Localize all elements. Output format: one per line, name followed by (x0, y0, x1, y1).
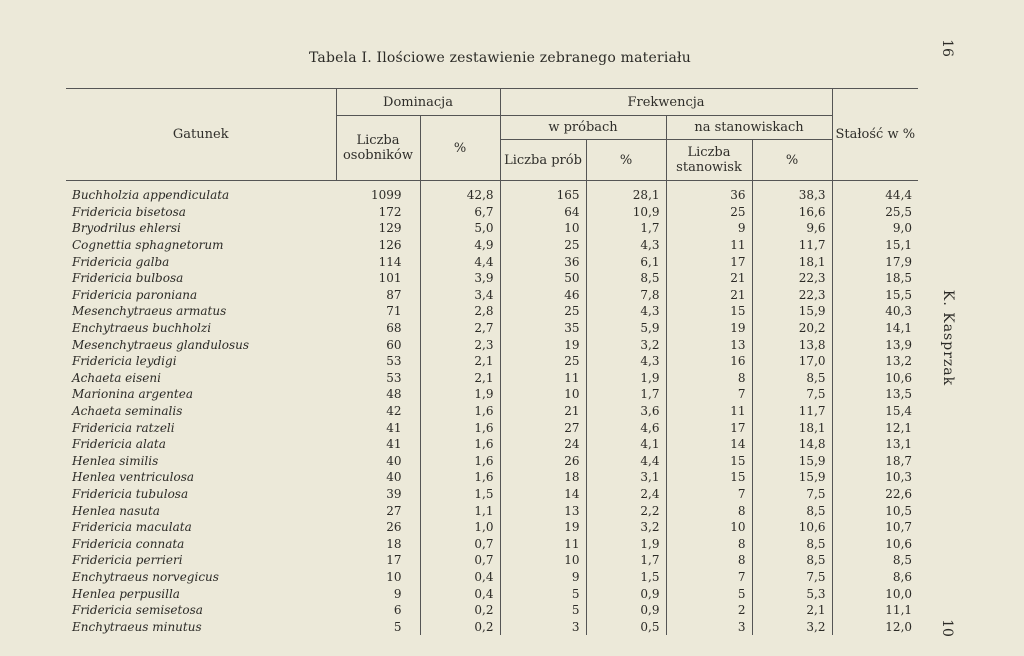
value-cell: 8 (666, 552, 752, 569)
value-cell: 0,2 (420, 618, 500, 635)
value-cell: 4,1 (586, 436, 666, 453)
table-row (66, 436, 918, 453)
table-body (66, 181, 918, 636)
value-cell: 129 (378, 221, 402, 236)
value-cell: 8,5 (752, 552, 832, 569)
value-cell: 15 (666, 303, 752, 320)
value-cell: 5 (500, 602, 586, 619)
value-cell: 4,4 (586, 453, 666, 470)
value-cell: 19 (500, 336, 586, 353)
value-cell: 18,5 (832, 270, 918, 287)
value-cell: 1,5 (420, 486, 500, 503)
value-cell: 18,1 (752, 419, 832, 436)
value-cell: 18 (500, 469, 586, 486)
value-cell: 2,4 (586, 486, 666, 503)
table-row (66, 502, 918, 519)
value-cell: 1,9 (586, 370, 666, 387)
value-cell: 1,5 (586, 569, 666, 586)
value-cell: 7,8 (586, 287, 666, 304)
value-cell: 1,9 (420, 386, 500, 403)
value-cell: 6,1 (586, 253, 666, 270)
table-row (66, 618, 918, 635)
value-cell: 17,0 (752, 353, 832, 370)
species-name-cell: Fridericia connata (72, 536, 185, 551)
value-cell: 18 (386, 536, 402, 551)
value-cell: 27 (500, 419, 586, 436)
table-row (66, 270, 918, 287)
species-name-cell: Bryodrilus ehlersi (72, 221, 181, 236)
species-name-cell: Henlea similis (72, 453, 159, 468)
header-samples-count: Liczba prób (500, 140, 586, 181)
value-cell: 46 (500, 287, 586, 304)
value-cell: 41 (386, 420, 402, 435)
value-cell: 53 (386, 354, 402, 369)
value-cell: 15,9 (752, 453, 832, 470)
table-row (66, 519, 918, 536)
value-cell: 7,5 (752, 386, 832, 403)
value-cell: 4,9 (420, 237, 500, 254)
species-name-cell: Achaeta eiseni (72, 370, 161, 385)
value-cell: 11,7 (752, 237, 832, 254)
table-row (66, 237, 918, 254)
header-sites-count: Liczba stanowisk (666, 140, 752, 181)
value-cell: 9,0 (832, 220, 918, 237)
value-cell: 17 (666, 253, 752, 270)
value-cell: 8,5 (752, 370, 832, 387)
data-table (66, 88, 918, 635)
value-cell: 1,9 (586, 535, 666, 552)
value-cell: 11 (500, 535, 586, 552)
value-cell: 0,4 (420, 569, 500, 586)
value-cell: 1,7 (586, 552, 666, 569)
value-cell: 60 (386, 337, 402, 352)
value-cell: 10,6 (832, 370, 918, 387)
value-cell: 1,1 (420, 502, 500, 519)
value-cell: 7 (666, 386, 752, 403)
species-name-cell: Fridericia maculata (72, 520, 192, 535)
header-frequency: Frekwencja (500, 89, 832, 116)
value-cell: 21 (500, 403, 586, 420)
value-cell: 3 (500, 618, 586, 635)
header-at-sites: na stanowiskach (666, 116, 832, 140)
value-cell: 0,5 (586, 618, 666, 635)
value-cell: 4,4 (420, 253, 500, 270)
header-percent-samples: % (586, 140, 666, 181)
species-name-cell: Enchytraeus norvegicus (72, 569, 219, 584)
value-cell: 21 (666, 287, 752, 304)
table-row (66, 403, 918, 420)
value-cell: 3,4 (420, 287, 500, 304)
value-cell: 40 (386, 453, 402, 468)
header-in-samples: w próbach (500, 116, 666, 140)
value-cell: 28,1 (586, 181, 666, 204)
value-cell: 1,7 (586, 220, 666, 237)
running-head-author: K. Kasprzak (940, 289, 957, 387)
table-row (66, 585, 918, 602)
species-name-cell: Fridericia ratzeli (72, 420, 175, 435)
species-name-cell: Enchytraeus minutus (72, 619, 202, 634)
value-cell: 41 (386, 437, 402, 452)
value-cell: 14 (666, 436, 752, 453)
value-cell: 71 (386, 304, 402, 319)
value-cell: 9 (500, 569, 586, 586)
species-name-cell: Fridericia bulbosa (72, 271, 184, 286)
value-cell: 25 (500, 237, 586, 254)
value-cell: 11 (666, 403, 752, 420)
species-name-cell: Fridericia paroniana (72, 287, 198, 302)
value-cell: 172 (378, 204, 402, 219)
species-name-cell: Mesenchytraeus glandulosus (72, 337, 250, 352)
table-row (66, 535, 918, 552)
value-cell: 8,5 (832, 552, 918, 569)
species-name-cell: Fridericia bisetosa (72, 204, 186, 219)
value-cell: 1,6 (420, 436, 500, 453)
value-cell: 10,7 (832, 519, 918, 536)
value-cell: 2,8 (420, 303, 500, 320)
value-cell: 20,2 (752, 320, 832, 337)
value-cell: 3,2 (586, 336, 666, 353)
value-cell: 10 (500, 552, 586, 569)
header-individuals: Liczba osobników (336, 116, 420, 181)
value-cell: 21 (666, 270, 752, 287)
value-cell: 8,6 (832, 569, 918, 586)
value-cell: 10,3 (832, 469, 918, 486)
species-name-cell: Marionina argentea (72, 387, 193, 402)
value-cell: 22,3 (752, 270, 832, 287)
value-cell: 0,7 (420, 535, 500, 552)
table-row (66, 469, 918, 486)
table-row (66, 353, 918, 370)
value-cell: 5 (393, 619, 402, 634)
value-cell: 16,6 (752, 204, 832, 221)
species-name-cell: Fridericia tubulosa (72, 486, 189, 501)
value-cell: 3,6 (586, 403, 666, 420)
value-cell: 25 (500, 353, 586, 370)
species-name-cell: Enchytraeus buchholzi (72, 321, 212, 336)
species-name-cell: Fridericia leydigi (72, 354, 177, 369)
value-cell: 68 (386, 321, 402, 336)
value-cell: 42,8 (420, 181, 500, 204)
table-row (66, 320, 918, 337)
value-cell: 15,9 (752, 469, 832, 486)
value-cell: 5 (500, 585, 586, 602)
species-name-cell: Henlea perpusilla (72, 586, 180, 601)
value-cell: 2,1 (420, 353, 500, 370)
species-name-cell: Henlea nasuta (72, 503, 160, 518)
value-cell: 8,5 (752, 535, 832, 552)
value-cell: 5,3 (752, 585, 832, 602)
value-cell: 8,5 (752, 502, 832, 519)
value-cell: 7 (666, 486, 752, 503)
species-name-cell: Achaeta seminalis (72, 404, 183, 419)
header-species: Gatunek (172, 127, 229, 142)
value-cell: 101 (378, 271, 402, 286)
value-cell: 64 (500, 204, 586, 221)
value-cell: 35 (500, 320, 586, 337)
species-name-cell: Mesenchytraeus armatus (72, 304, 227, 319)
value-cell: 5,0 (420, 220, 500, 237)
value-cell: 1,6 (420, 403, 500, 420)
value-cell: 16 (666, 353, 752, 370)
data-table-container (66, 88, 918, 635)
value-cell: 0,2 (420, 602, 500, 619)
value-cell: 44,4 (832, 181, 918, 204)
value-cell: 1,6 (420, 469, 500, 486)
value-cell: 7,5 (752, 569, 832, 586)
value-cell: 15,9 (752, 303, 832, 320)
value-cell: 19 (500, 519, 586, 536)
value-cell: 2 (666, 602, 752, 619)
value-cell: 17,9 (832, 253, 918, 270)
value-cell: 36 (500, 253, 586, 270)
table-row (66, 204, 918, 221)
value-cell: 1,6 (420, 453, 500, 470)
table-row (66, 602, 918, 619)
value-cell: 12,0 (832, 618, 918, 635)
table-row (66, 453, 918, 470)
value-cell: 22,3 (752, 287, 832, 304)
table-row (66, 303, 918, 320)
species-name-cell: Fridericia galba (72, 254, 170, 269)
value-cell: 40,3 (832, 303, 918, 320)
value-cell: 10,6 (752, 519, 832, 536)
table-row (66, 370, 918, 387)
value-cell: 25,5 (832, 204, 918, 221)
value-cell: 17 (386, 553, 402, 568)
value-cell: 0,9 (586, 602, 666, 619)
value-cell: 87 (386, 287, 402, 302)
value-cell: 27 (386, 503, 402, 518)
value-cell: 0,7 (420, 552, 500, 569)
value-cell: 3,1 (586, 469, 666, 486)
value-cell: 13,2 (832, 353, 918, 370)
value-cell: 1099 (370, 188, 402, 203)
value-cell: 114 (378, 254, 402, 269)
value-cell: 8 (666, 535, 752, 552)
value-cell: 3,2 (752, 618, 832, 635)
value-cell: 8 (666, 502, 752, 519)
value-cell: 9 (666, 220, 752, 237)
table-row (66, 220, 918, 237)
value-cell: 6 (393, 603, 402, 618)
value-cell: 10,9 (586, 204, 666, 221)
value-cell: 15 (666, 469, 752, 486)
value-cell: 2,2 (586, 502, 666, 519)
value-cell: 11 (666, 237, 752, 254)
header-dominance: Dominacja (336, 89, 500, 116)
value-cell: 2,7 (420, 320, 500, 337)
value-cell: 13,5 (832, 386, 918, 403)
value-cell: 12,1 (832, 419, 918, 436)
species-name-cell: Fridericia perrieri (72, 553, 183, 568)
value-cell: 3,9 (420, 270, 500, 287)
value-cell: 13,1 (832, 436, 918, 453)
value-cell: 11,1 (832, 602, 918, 619)
value-cell: 2,1 (420, 370, 500, 387)
value-cell: 18,7 (832, 453, 918, 470)
value-cell: 38,3 (752, 181, 832, 204)
value-cell: 50 (500, 270, 586, 287)
page-number-top: 16 (938, 39, 955, 57)
value-cell: 25 (500, 303, 586, 320)
value-cell: 13 (500, 502, 586, 519)
value-cell: 22,6 (832, 486, 918, 503)
header-percent-sites: % (752, 140, 832, 181)
value-cell: 14,1 (832, 320, 918, 337)
value-cell: 26 (500, 453, 586, 470)
value-cell: 24 (500, 436, 586, 453)
value-cell: 11,7 (752, 403, 832, 420)
header-percent-dominance: % (420, 116, 500, 181)
species-name-cell: Buchholzia appendiculata (72, 188, 230, 203)
value-cell: 5 (666, 585, 752, 602)
value-cell: 15 (666, 453, 752, 470)
value-cell: 9,6 (752, 220, 832, 237)
value-cell: 2,3 (420, 336, 500, 353)
value-cell: 18,1 (752, 253, 832, 270)
value-cell: 165 (500, 181, 586, 204)
species-name-cell: Cognettia sphagnetorum (72, 238, 224, 253)
value-cell: 14 (500, 486, 586, 503)
value-cell: 36 (666, 181, 752, 204)
value-cell: 13,9 (832, 336, 918, 353)
value-cell: 10,6 (832, 535, 918, 552)
value-cell: 17 (666, 419, 752, 436)
value-cell: 26 (386, 520, 402, 535)
value-cell: 13,8 (752, 336, 832, 353)
value-cell: 9 (393, 586, 402, 601)
value-cell: 7 (666, 569, 752, 586)
value-cell: 53 (386, 370, 402, 385)
value-cell: 1,7 (586, 386, 666, 403)
table-row (66, 336, 918, 353)
value-cell: 10,5 (832, 502, 918, 519)
value-cell: 0,9 (586, 585, 666, 602)
value-cell: 8 (666, 370, 752, 387)
table-row (66, 287, 918, 304)
value-cell: 10 (500, 220, 586, 237)
value-cell: 10 (666, 519, 752, 536)
value-cell: 10 (386, 569, 402, 584)
value-cell: 10 (500, 386, 586, 403)
species-name-cell: Fridericia semisetosa (72, 603, 203, 618)
value-cell: 126 (378, 238, 402, 253)
table-row (66, 569, 918, 586)
value-cell: 4,6 (586, 419, 666, 436)
table-row (66, 386, 918, 403)
value-cell: 25 (666, 204, 752, 221)
page-number-bottom: 10 (938, 619, 955, 637)
value-cell: 1,0 (420, 519, 500, 536)
value-cell: 3,2 (586, 519, 666, 536)
value-cell: 4,3 (586, 353, 666, 370)
value-cell: 19 (666, 320, 752, 337)
table-row (66, 253, 918, 270)
value-cell: 40 (386, 470, 402, 485)
table-row (66, 552, 918, 569)
value-cell: 13 (666, 336, 752, 353)
table-caption: Tabela I. Ilościowe zestawienie zebranego materiału (308, 50, 692, 66)
table-row (66, 486, 918, 503)
value-cell: 39 (386, 486, 402, 501)
value-cell: 4,3 (586, 303, 666, 320)
header-constancy: Stałość w % (832, 89, 918, 181)
value-cell: 15,1 (832, 237, 918, 254)
value-cell: 48 (386, 387, 402, 402)
value-cell: 6,7 (420, 204, 500, 221)
species-name-cell: Fridericia alata (72, 437, 166, 452)
value-cell: 8,5 (586, 270, 666, 287)
table-row (66, 419, 918, 436)
table-row (66, 181, 918, 204)
species-name-cell: Henlea ventriculosa (72, 470, 195, 485)
value-cell: 5,9 (586, 320, 666, 337)
value-cell: 15,5 (832, 287, 918, 304)
value-cell: 3 (666, 618, 752, 635)
value-cell: 0,4 (420, 585, 500, 602)
value-cell: 10,0 (832, 585, 918, 602)
value-cell: 15,4 (832, 403, 918, 420)
value-cell: 2,1 (752, 602, 832, 619)
value-cell: 14,8 (752, 436, 832, 453)
value-cell: 4,3 (586, 237, 666, 254)
value-cell: 7,5 (752, 486, 832, 503)
value-cell: 11 (500, 370, 586, 387)
value-cell: 1,6 (420, 419, 500, 436)
value-cell: 42 (386, 404, 402, 419)
